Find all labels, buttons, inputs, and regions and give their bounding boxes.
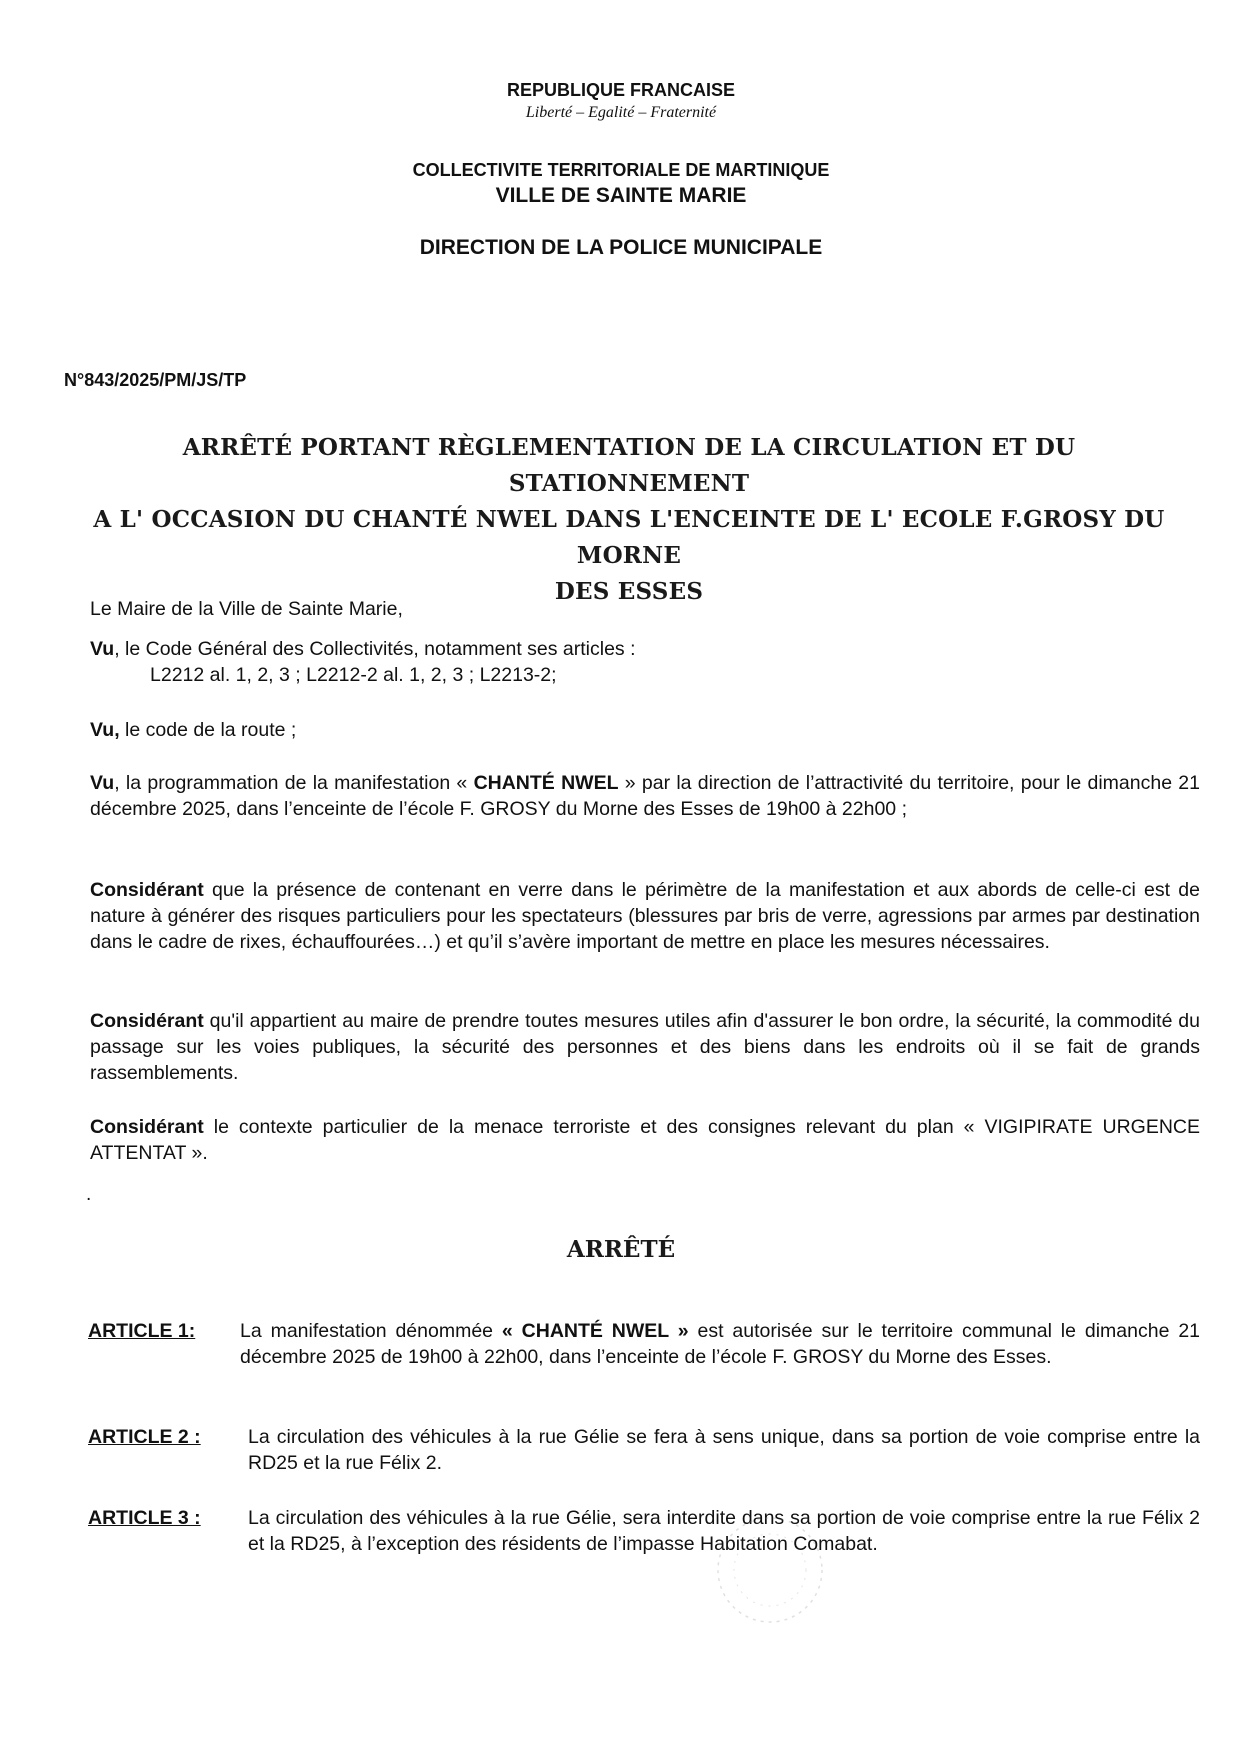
header-city: VILLE DE SAINTE MARIE	[495, 184, 747, 207]
article-text: La circulation des véhicules à la rue Gélie se fera à sens unique, dans sa portion de voie comprise entre la RD25 et la rue Félix 2.	[248, 1426, 1200, 1474]
vu-keyword: Vu	[90, 638, 115, 660]
article-text: La circulation des véhicules à la rue Gélie, sera interdite dans sa portion de voie comprise entre la rue Félix 2 et la RD25, à l’exception des résidents de l’impasse Habitation Comabat.	[248, 1507, 1200, 1555]
article-text-part: est autorisée sur le territoire communal le dimanche 21 décembre 2025 de 19h00 à 22h00, dans l’enceinte de l’école F. GROSY du Morne des Esses.	[240, 1320, 1201, 1368]
title-line-2: A L' OCCASION DU CHANTÉ NWEL DANS L'ENCEINTE DE L' ECOLE F.GROSY DU MORNE	[93, 506, 1165, 569]
faded-stamp-mark	[700, 1508, 840, 1638]
vu-text: , le Code Général des Collectivités, notamment ses articles :	[114, 638, 636, 660]
article-3	[88, 1505, 1200, 1557]
header-motto: Liberté – Egalité – Fraternité	[525, 104, 717, 121]
vu-keyword: Vu,	[90, 719, 120, 741]
event-name: « CHANTÉ NWEL »	[501, 1320, 689, 1342]
header-direction: DIRECTION DE LA POLICE MUNICIPALE	[419, 236, 823, 259]
title-line-3: DES ESSES	[554, 578, 704, 605]
vu-text: , la programmation de la manifestation «	[114, 772, 474, 794]
considerant-text: que la présence de contenant en verre dans le périmètre de la manifestation et aux abords de celle-ci est de nature à générer des risques particuliers pour les spectateurs (blessures par bris de verre, agressions par armes par destination dans le cadre de rixes, échauffourées…) et qu’il s’avère important de mettre en place les mesures nécessaires.	[90, 879, 1200, 953]
article-label: ARTICLE 2 :	[88, 1426, 201, 1448]
header-collectivity: COLLECTIVITE TERRITORIALE DE MARTINIQUE	[412, 160, 830, 180]
vu-text: » par la direction de l’attractivité du territoire, pour le dimanche 21 décembre 2025, dans l’enceinte de l’école F. GROSY du Morne des Esses de 19h00 à 22h00 ;	[90, 772, 1200, 820]
considerant-text: le contexte particulier de la menace terroriste et des consignes relevant du plan « VIGIPIRATE URGENCE ATTENTAT ».	[90, 1116, 1200, 1164]
decree-title	[70, 430, 1188, 610]
event-name: CHANTÉ NWEL	[473, 772, 619, 794]
article-text	[88, 1318, 1200, 1370]
considerant-keyword: Considérant	[90, 1010, 204, 1032]
preamble-vu-route	[90, 717, 1200, 743]
preamble-vu-programme	[90, 770, 1200, 822]
vu-text: le code de la route ;	[119, 719, 297, 741]
article-label: ARTICLE 1:	[88, 1320, 196, 1342]
preamble-opening: Le Maire de la Ville de Sainte Marie,	[90, 598, 403, 620]
preamble-considerant-terror	[90, 1114, 1200, 1166]
preamble-considerant-glass	[90, 877, 1200, 955]
vu-keyword: Vu	[90, 772, 115, 794]
article-text-part: La manifestation dénommée	[240, 1320, 502, 1342]
reference-number: N°843/2025/PM/JS/TP	[64, 370, 247, 390]
considerant-keyword: Considérant	[90, 879, 204, 901]
preamble-considerant-order	[90, 1008, 1200, 1086]
vu-article-refs: L2212 al. 1, 2, 3 ; L2212-2 al. 1, 2, 3 ; L2213-2;	[150, 664, 557, 686]
header-republic: REPUBLIQUE FRANCAISE	[506, 80, 735, 100]
title-line-1: ARRÊTÉ PORTANT RÈGLEMENTATION DE LA CIRCULATION ET DU STATIONNEMENT	[182, 434, 1076, 497]
decree-heading: ARRÊTÉ	[566, 1236, 676, 1263]
considerant-text: qu'il appartient au maire de prendre toutes mesures utiles afin d'assurer le bon ordre, la sécurité, la commodité du passage sur les voies publiques, la sécurité des personnes et des biens dans les endroits où il se fait de grands rassemblements.	[90, 1010, 1200, 1084]
considerant-keyword: Considérant	[90, 1116, 204, 1138]
article-label: ARTICLE 3 :	[88, 1507, 201, 1529]
stray-dot: .	[86, 1184, 92, 1205]
article-1	[88, 1318, 1200, 1370]
preamble-vu-code	[90, 636, 1200, 688]
article-2	[88, 1424, 1200, 1476]
